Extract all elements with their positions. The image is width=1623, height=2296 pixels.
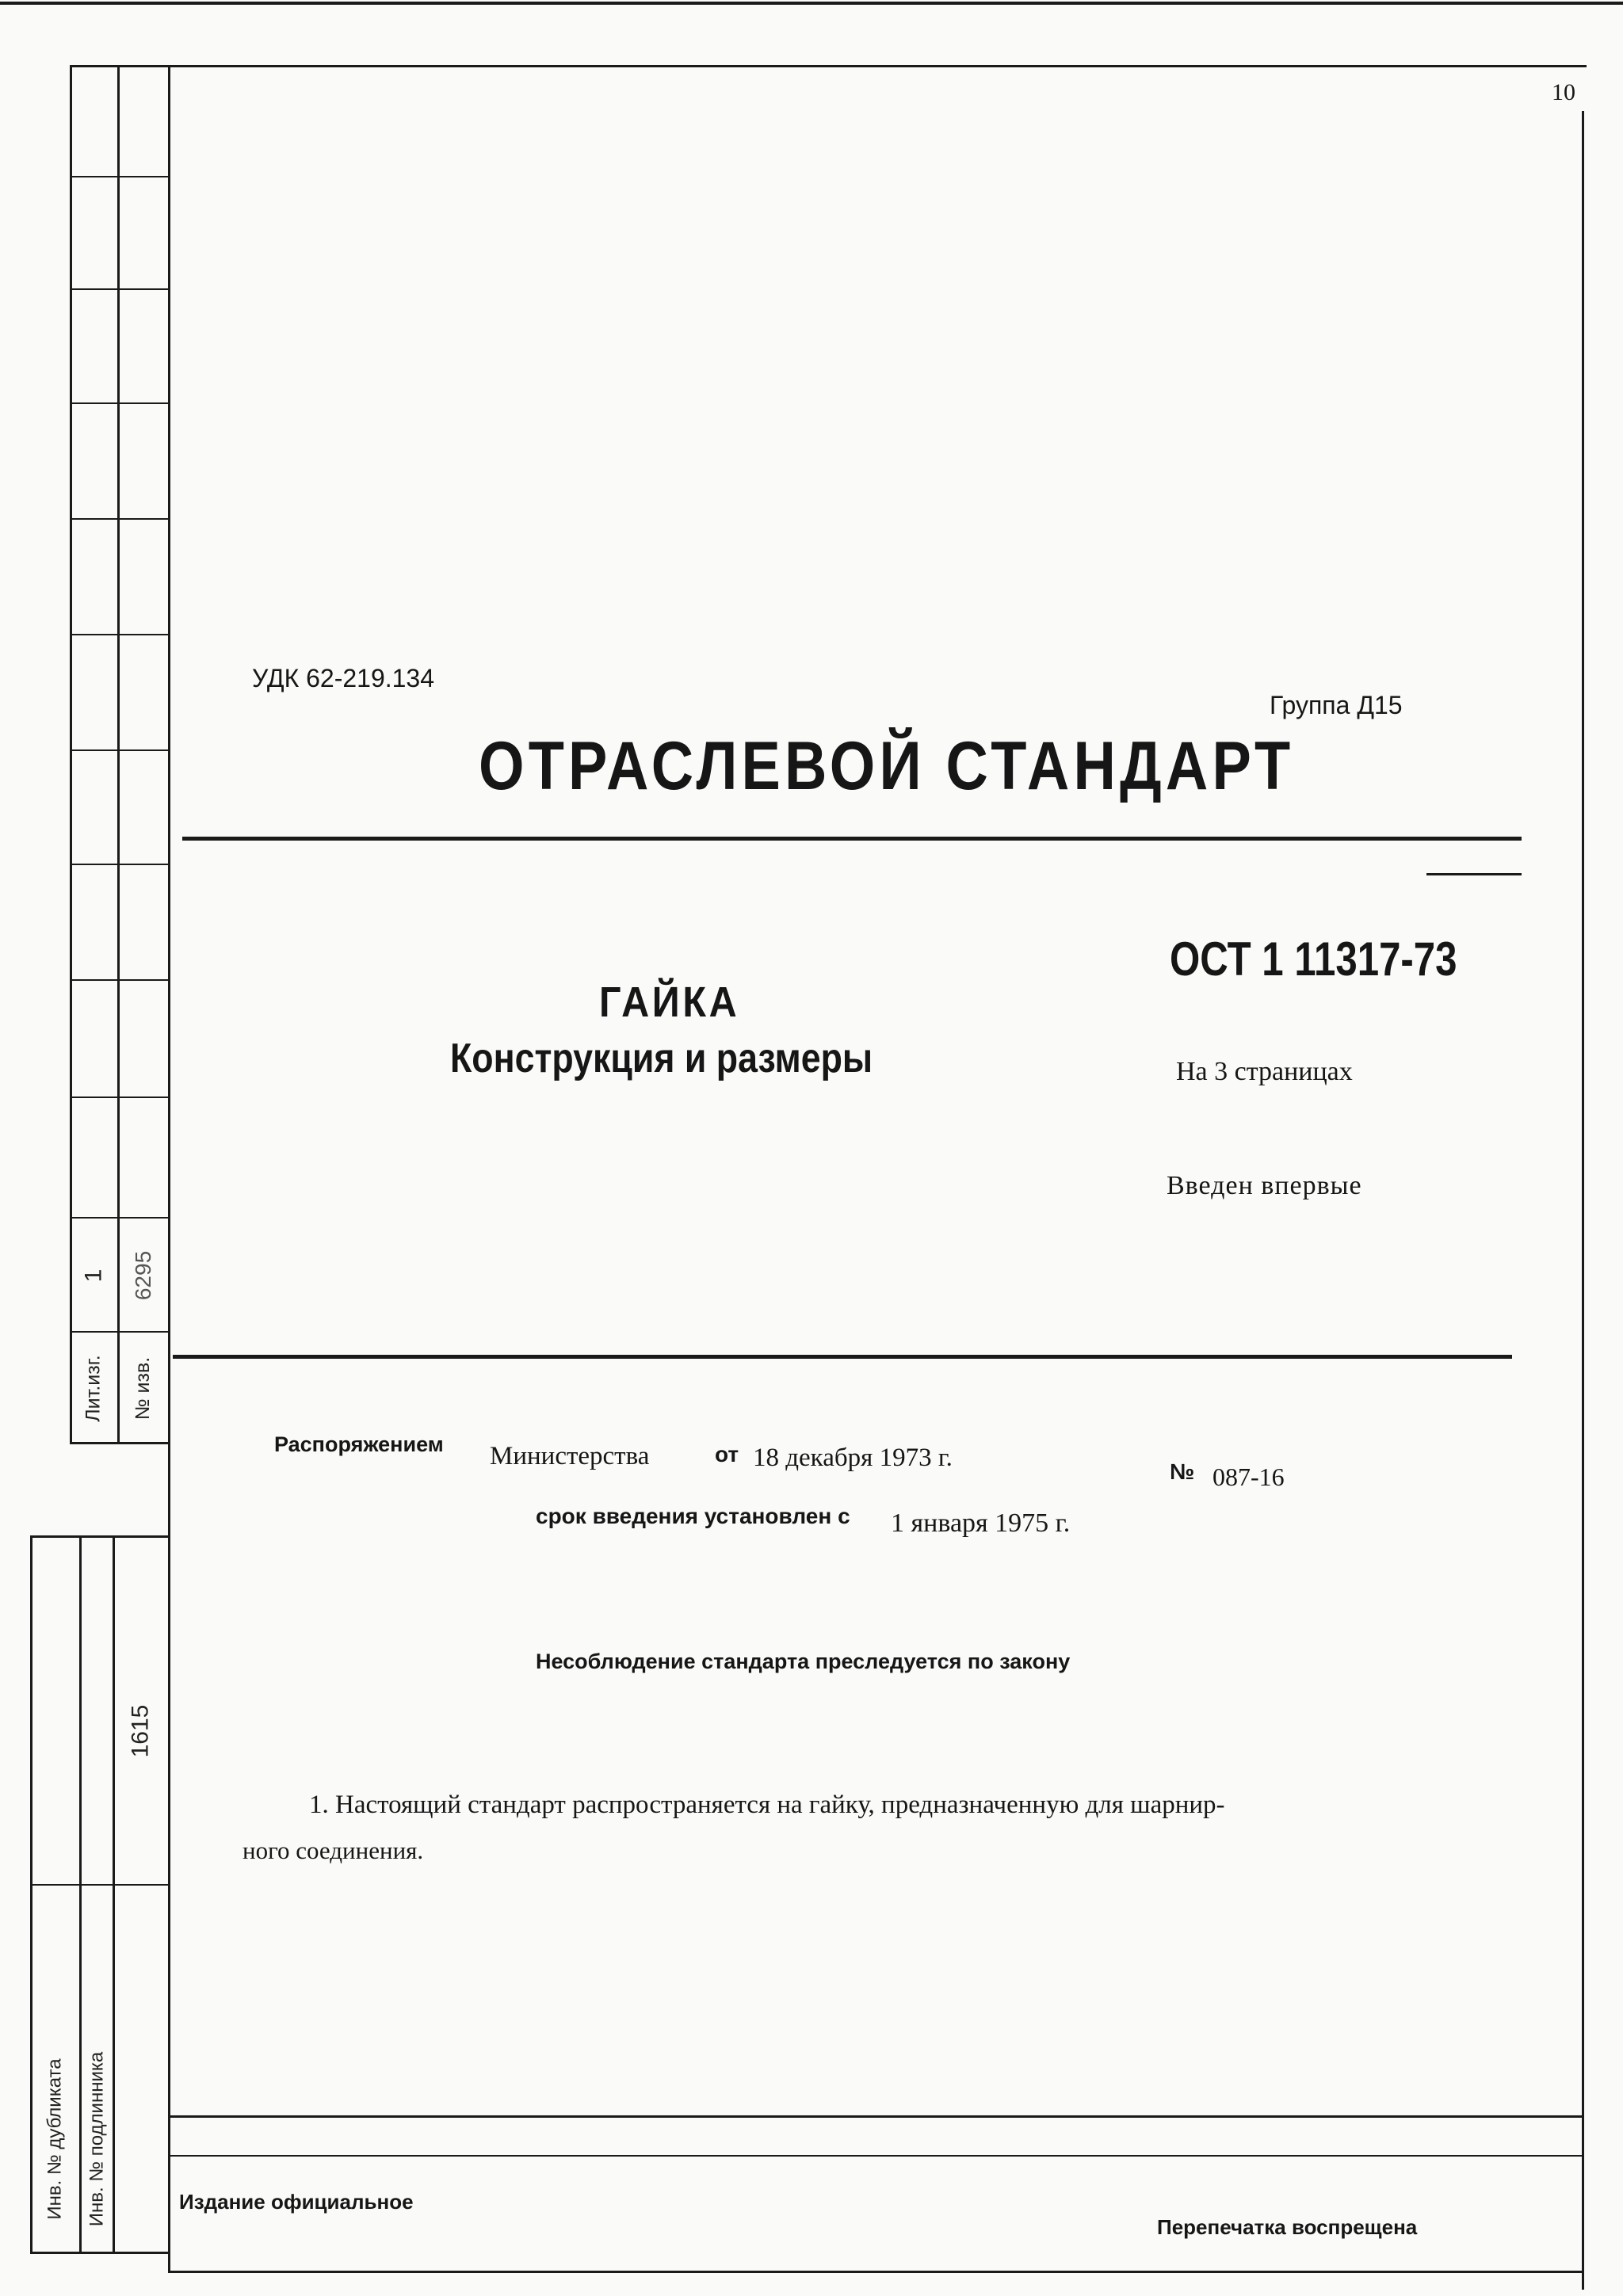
official-edition: Издание официальное [179, 2190, 414, 2214]
strip-line [70, 864, 170, 865]
duplicate-label-cell [32, 2028, 79, 2250]
document-title: ГАЙКА [599, 978, 740, 1026]
strip-line [70, 979, 170, 981]
inv-value: 1615 [127, 1704, 153, 1758]
change-value-cell [70, 1220, 117, 1331]
decree-ministry: Министерства [490, 1442, 650, 1470]
section-rule [173, 1355, 1512, 1359]
group-code: Группа Д15 [1270, 691, 1403, 719]
pages-note: На 3 страницах [1176, 1057, 1353, 1086]
footer-rule [168, 2115, 1583, 2118]
frame-top-line [166, 65, 1587, 67]
strip-line [30, 2252, 170, 2254]
notice-label: № изв. [132, 1356, 155, 1420]
strip-line [70, 1217, 170, 1219]
strip-line [70, 634, 170, 635]
page-number: 10 [1552, 79, 1575, 105]
strip-line [70, 288, 170, 290]
original-label-cell [81, 2028, 113, 2250]
strip-line [70, 65, 170, 67]
decree-label: Распоряжением [274, 1432, 444, 1456]
document-subtitle: Конструкция и размеры [450, 1035, 873, 1081]
udk-code: УДК 62-219.134 [252, 664, 435, 692]
change-value: 1 [80, 1268, 106, 1283]
clause-1-line-2: ного соединения. [242, 1836, 424, 1864]
header-rule [182, 837, 1522, 841]
clause-1-line-1: 1. Настоящий стандарт распространяется на гайку, предназначенную для шарнир- [309, 1791, 1225, 1819]
footer-rule-2 [168, 2155, 1583, 2157]
decree-number: 087-16 [1212, 1463, 1285, 1491]
frame-left-line [168, 65, 170, 2272]
strip-line [70, 749, 170, 751]
reprint-prohibited: Перепечатка воспрещена [1157, 2215, 1418, 2239]
strip-line [70, 1331, 170, 1333]
strip-line [30, 1535, 170, 1538]
strip-line [70, 402, 170, 404]
duplicate-label: Инв. № дубликата [44, 2058, 66, 2220]
header-rule-tail [1426, 873, 1522, 875]
effective-date-label: срок введения установлен с [536, 1504, 850, 1528]
decree-number-label: № [1170, 1459, 1195, 1484]
effective-date-value: 1 января 1975 г. [891, 1508, 1071, 1538]
introduced-note: Введен впервые [1167, 1171, 1362, 1200]
legal-notice: Несоблюдение стандарта преследуется по закону [536, 1650, 1071, 1673]
notice-label-cell [119, 1334, 168, 1442]
top-border-line [0, 2, 1623, 5]
decree-date: 18 декабря 1973 г. [753, 1444, 953, 1472]
notice-value-cell [119, 1220, 168, 1331]
change-label-cell [70, 1334, 117, 1442]
decree-date-prefix: от [715, 1442, 739, 1466]
strip-line [70, 518, 170, 520]
strip-line [30, 1884, 170, 1886]
frame-bottom-line [168, 2271, 1583, 2273]
strip-line [70, 176, 170, 177]
standard-number: ОСТ 1 11317-73 [1170, 933, 1457, 986]
inv-value-cell [113, 1632, 168, 1830]
original-label: Инв. № подлинника [86, 2051, 107, 2227]
notice-value: 6295 [131, 1250, 156, 1301]
strip-line [70, 1442, 170, 1444]
frame-right-line [1582, 111, 1584, 2290]
strip-line [70, 1097, 170, 1098]
change-label: Лит.изг. [82, 1354, 105, 1422]
header-title: ОТРАСЛЕВОЙ СТАНДАРТ [479, 728, 1295, 804]
